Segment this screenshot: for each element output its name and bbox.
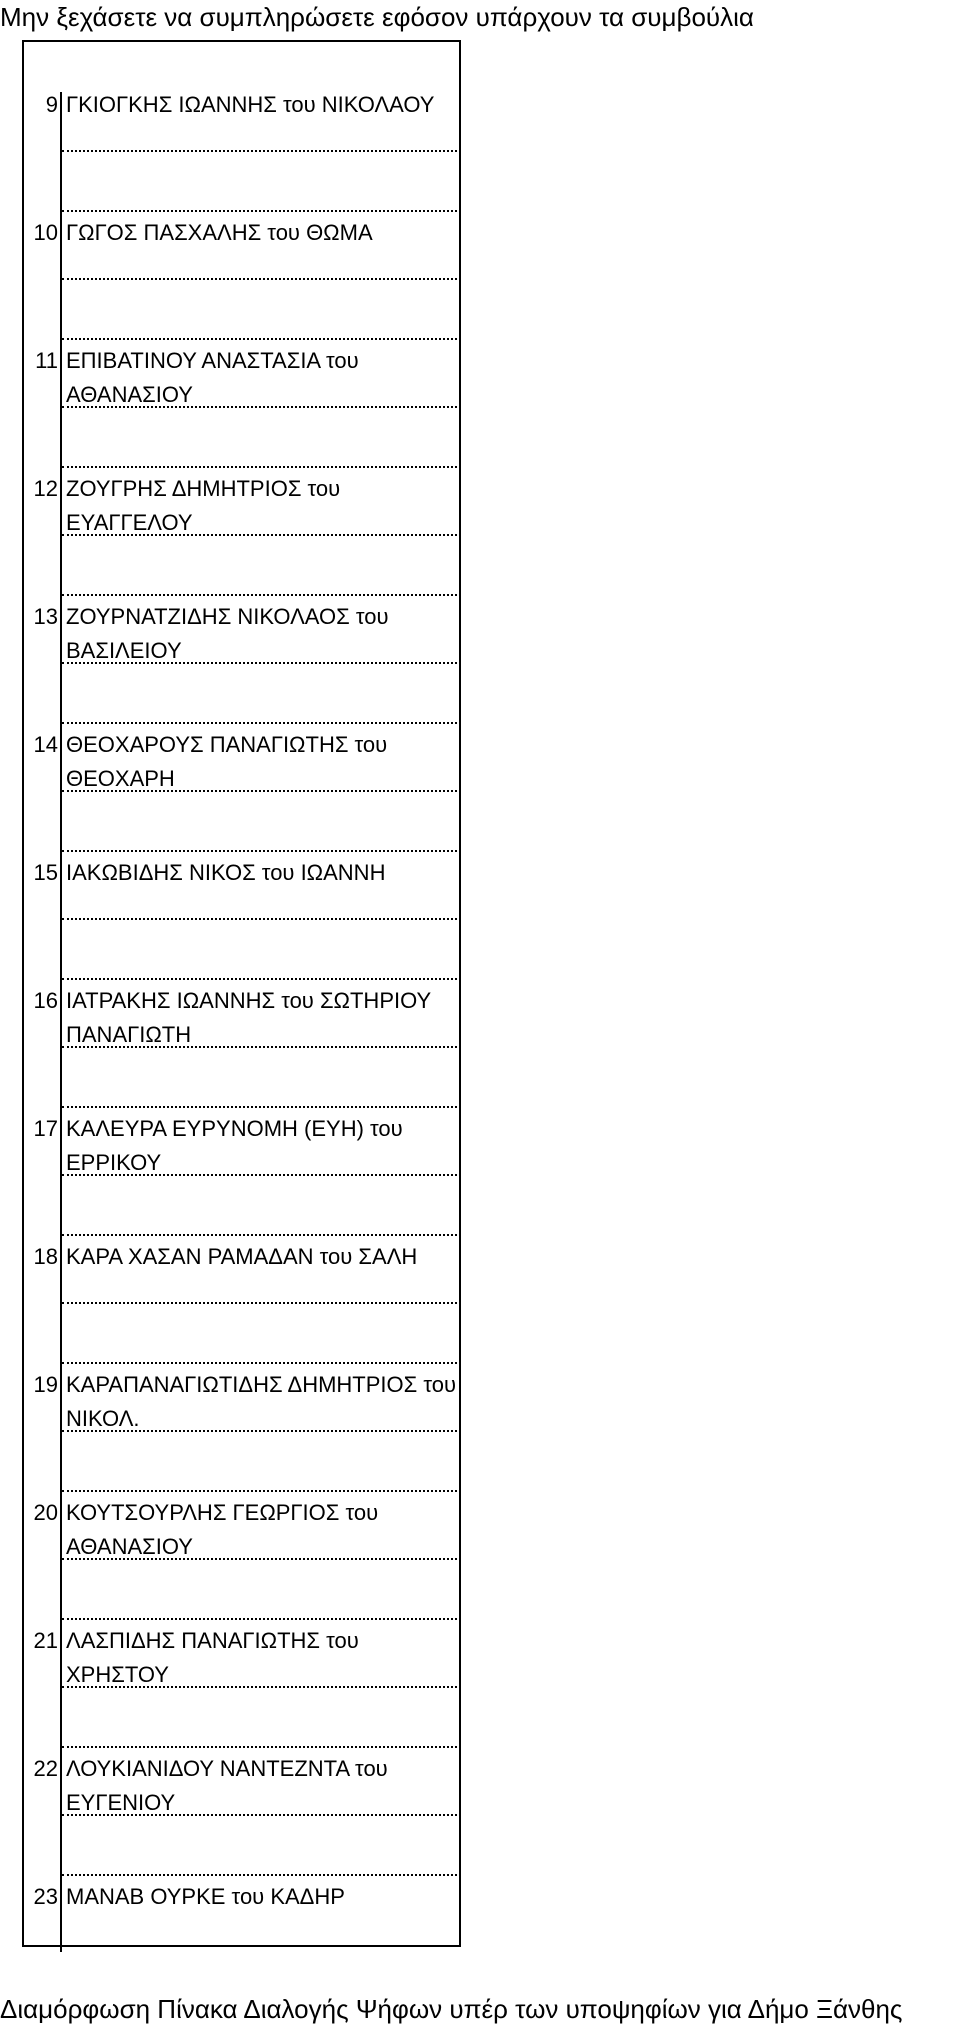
dotted-line xyxy=(62,210,457,212)
candidate-name: ΓΚΙΟΓΚΗΣ ΙΩΑΝΝΗΣ του ΝΙΚΟΛΑΟΥ xyxy=(66,92,435,117)
candidate-row xyxy=(24,472,459,600)
dotted-line xyxy=(62,1302,457,1304)
candidate-row xyxy=(24,984,459,1112)
dotted-line xyxy=(62,1814,457,1816)
dotted-line xyxy=(62,1046,457,1048)
dotted-line xyxy=(62,466,457,468)
candidate-row xyxy=(24,600,459,728)
candidate-number: 22 xyxy=(33,1756,58,1781)
candidate-number: 14 xyxy=(33,732,58,757)
dotted-line xyxy=(62,1746,457,1748)
candidate-row xyxy=(24,1112,459,1240)
candidate-name: ΕΠΙΒΑΤΙΝΟΥ ΑΝΑΣΤΑΣΙΑ του ΑΘΑΝΑΣΙΟΥ xyxy=(66,348,359,407)
dotted-line xyxy=(62,1618,457,1620)
dotted-line xyxy=(62,338,457,340)
candidate-row xyxy=(24,88,459,216)
page-instruction: Μην ξεχάσετε να συμπληρώσετε εφόσον υπάρχουν τα συμβούλια xyxy=(0,2,754,32)
dotted-line xyxy=(62,790,457,792)
dotted-line xyxy=(62,918,457,920)
dotted-line xyxy=(62,278,457,280)
candidate-number: 16 xyxy=(33,988,58,1013)
candidate-number: 9 xyxy=(45,92,58,117)
candidate-name: ΖΟΥΡΝΑΤΖΙΔΗΣ ΝΙΚΟΛΑΟΣ του ΒΑΣΙΛΕΙΟΥ xyxy=(66,604,389,663)
candidate-name: ΛΑΣΠΙΔΗΣ ΠΑΝΑΓΙΩΤΗΣ του ΧΡΗΣΤΟΥ xyxy=(66,1628,359,1687)
candidate-name: ΚΑΡΑΠΑΝΑΓΙΩΤΙΔΗΣ ΔΗΜΗΤΡΙΟΣ του ΝΙΚΟΛ. xyxy=(66,1372,456,1431)
dotted-line xyxy=(62,534,457,536)
candidate-row xyxy=(24,728,459,856)
candidate-number: 13 xyxy=(33,604,58,629)
dotted-line xyxy=(62,850,457,852)
dotted-line xyxy=(62,1558,457,1560)
dotted-line xyxy=(62,1874,457,1876)
dotted-line xyxy=(62,1430,457,1432)
candidate-row xyxy=(24,216,459,344)
dotted-line xyxy=(62,1490,457,1492)
candidate-name: ΛΟΥΚΙΑΝΙΔΟΥ ΝΑΝΤΕΖΝΤΑ του ΕΥΓΕΝΙΟΥ xyxy=(66,1756,388,1815)
candidate-row xyxy=(24,1880,459,2008)
candidate-number: 17 xyxy=(33,1116,58,1141)
candidate-number: 15 xyxy=(33,860,58,885)
dotted-line xyxy=(62,150,457,152)
dotted-line xyxy=(62,1686,457,1688)
candidate-table xyxy=(22,40,461,1947)
candidate-name: ΜΑΝΑΒ ΟΥΡΚΕ του ΚΑΔΗΡ xyxy=(66,1884,345,1909)
dotted-line xyxy=(62,1106,457,1108)
candidate-name: ΙΑΚΩΒΙΔΗΣ ΝΙΚΟΣ του ΙΩΑΝΝΗ xyxy=(66,860,386,885)
dotted-line xyxy=(62,1362,457,1364)
candidate-name: ΖΟΥΓΡΗΣ ΔΗΜΗΤΡΙΟΣ του ΕΥΑΓΓΕΛΟΥ xyxy=(66,476,341,535)
candidate-name: ΚΑΛΕΥΡΑ ΕΥΡΥΝΟΜΗ (ΕΥΗ) του ΕΡΡΙΚΟΥ xyxy=(66,1116,403,1175)
candidate-row xyxy=(24,1368,459,1496)
candidate-name: ΙΑΤΡΑΚΗΣ ΙΩΑΝΝΗΣ του ΣΩΤΗΡΙΟΥ ΠΑΝΑΓΙΩΤΗ xyxy=(66,988,431,1047)
dotted-line xyxy=(62,594,457,596)
dotted-line xyxy=(62,406,457,408)
candidate-name: ΚΑΡΑ ΧΑΣΑΝ ΡΑΜΑΔΑΝ του ΣΑΛΗ xyxy=(66,1244,418,1269)
candidate-number: 20 xyxy=(33,1500,58,1525)
candidate-number: 23 xyxy=(33,1884,58,1909)
candidate-name: ΘΕΟΧΑΡΟΥΣ ΠΑΝΑΓΙΩΤΗΣ του ΘΕΟΧΑΡΗ xyxy=(66,732,388,791)
candidate-number: 11 xyxy=(35,348,58,373)
page-footer-title: Διαμόρφωση Πίνακα Διαλογής Ψήφων υπέρ των υποψηφίων για Δήμο Ξάνθης xyxy=(0,1994,903,2024)
candidate-row xyxy=(24,856,459,984)
candidate-row xyxy=(24,344,459,472)
candidate-number: 21 xyxy=(33,1628,58,1653)
candidate-number: 10 xyxy=(33,220,58,245)
candidate-number: 12 xyxy=(33,476,58,501)
dotted-line xyxy=(62,662,457,664)
candidate-name: ΓΩΓΟΣ ΠΑΣΧΑΛΗΣ του ΘΩΜΑ xyxy=(66,220,373,245)
candidate-row xyxy=(24,1752,459,1880)
candidate-row xyxy=(24,1624,459,1752)
dotted-line xyxy=(62,978,457,980)
candidate-name: ΚΟΥΤΣΟΥΡΛΗΣ ΓΕΩΡΓΙΟΣ του ΑΘΑΝΑΣΙΟΥ xyxy=(66,1500,379,1559)
candidate-row xyxy=(24,1240,459,1368)
candidate-number: 19 xyxy=(33,1372,58,1397)
dotted-line xyxy=(62,722,457,724)
dotted-line xyxy=(62,1234,457,1236)
candidate-number: 18 xyxy=(33,1244,58,1269)
candidate-row xyxy=(24,1496,459,1624)
dotted-line xyxy=(62,1174,457,1176)
